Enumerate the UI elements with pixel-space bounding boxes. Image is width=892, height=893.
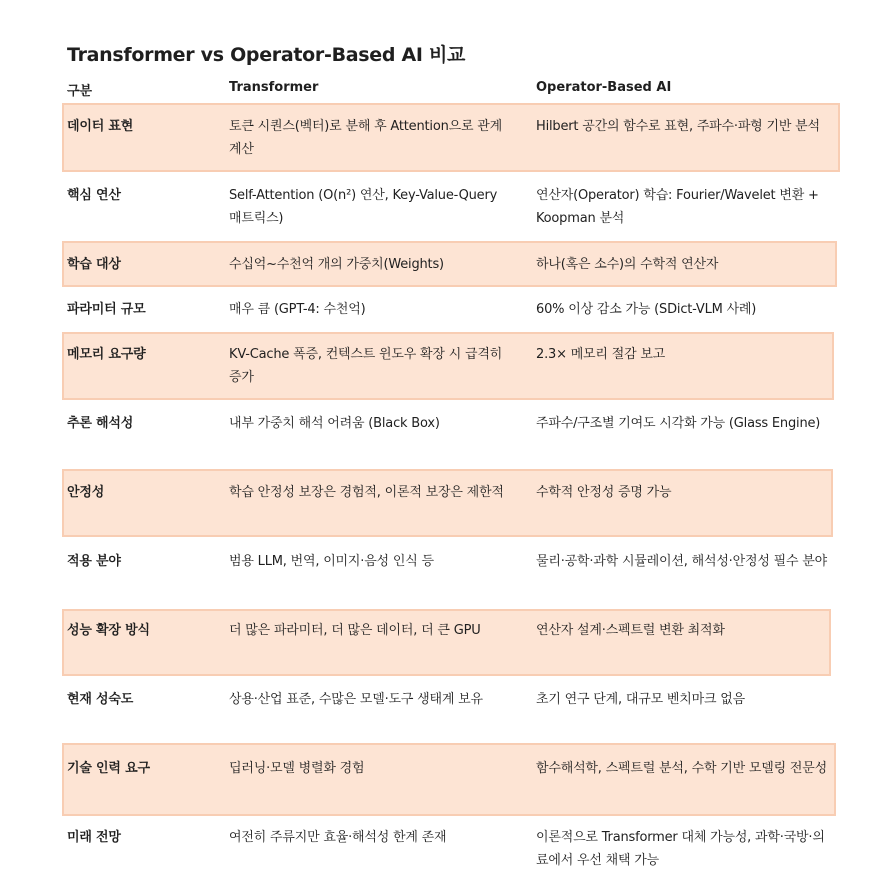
row-operator-value: Hilbert 공간의 함수로 표현, 주파수·파형 기반 분석 (536, 119, 820, 134)
row-operator-value: 수학적 안정성 증명 가능 (536, 485, 672, 500)
row-transformer-value: 여전히 주류지만 효율·해석성 한계 존재 (229, 830, 447, 845)
row-operator-value: 함수해석학, 스펙트럴 분석, 수학 기반 모델링 전문성 (536, 761, 827, 776)
table-header (0, 80, 892, 100)
row-category: 현재 성숙도 (67, 692, 134, 707)
row-transformer-value: 내부 가중치 해석 어려움 (Black Box) (229, 416, 440, 431)
row-category: 안정성 (67, 485, 105, 500)
row-category: 적용 분야 (67, 554, 121, 569)
row-operator-value: 주파수/구조별 기여도 시각화 가능 (Glass Engine) (536, 416, 821, 431)
page-title: Transformer vs Operator-Based AI 비교 (67, 44, 466, 66)
row-operator-value: 연산자(Operator) 학습: Fourier/Wavelet 변환 + Koopman 분석 (536, 188, 819, 226)
row-operator-value: 물리·공학·과학 시뮬레이션, 해석성·안정성 필수 분야 (536, 554, 827, 569)
row-transformer-value: 상용·산업 표준, 수많은 모델·도구 생태계 보유 (229, 692, 483, 707)
row-operator-value: 하나(혹은 소수)의 수학적 연산자 (536, 257, 719, 272)
row-category: 미래 전망 (67, 830, 121, 845)
row-category: 파라미터 규모 (67, 302, 146, 317)
row-category: 학습 대상 (67, 257, 121, 272)
row-transformer-value: 수십억~수천억 개의 가중치(Weights) (229, 257, 444, 272)
row-category: 성능 확장 방식 (67, 623, 150, 638)
row-category: 메모리 요구량 (67, 347, 146, 362)
row-transformer-value: 딥러닝·모델 병렬화 경험 (229, 761, 365, 776)
row-operator-value: 2.3× 메모리 절감 보고 (536, 347, 666, 362)
row-category: 추론 해석성 (67, 416, 134, 431)
row-category: 핵심 연산 (67, 188, 121, 203)
header-operator: Operator-Based AI (536, 80, 672, 95)
header-category: 구분 (67, 84, 93, 99)
header-transformer: Transformer (229, 80, 319, 95)
row-category: 데이터 표현 (67, 119, 134, 134)
row-transformer-value: 더 많은 파라미터, 더 많은 데이터, 더 큰 GPU (229, 623, 481, 638)
row-operator-value: 60% 이상 감소 가능 (SDict-VLM 사례) (536, 302, 757, 317)
row-operator-value: 연산자 설계·스펙트럴 변환 최적화 (536, 623, 725, 638)
row-transformer-value: 범용 LLM, 번역, 이미지·음성 인식 등 (229, 554, 434, 569)
row-category: 기술 인력 요구 (67, 761, 150, 776)
row-transformer-value: KV-Cache 폭증, 컨텍스트 윈도우 확장 시 급격히 증가 (229, 347, 503, 385)
row-transformer-value: 토큰 시퀀스(벡터)로 분해 후 Attention으로 관계 계산 (229, 119, 502, 157)
row-transformer-value: 매우 큼 (GPT-4: 수천억) (229, 302, 366, 317)
row-operator-value: 초기 연구 단계, 대규모 벤치마크 없음 (536, 692, 745, 707)
row-transformer-value: Self-Attention (O(n²) 연산, Key-Value-Query 매트릭스) (229, 188, 498, 226)
row-operator-value: 이론적으로 Transformer 대체 가능성, 과학·국방·의료에서 우선 채택 가능 (536, 830, 825, 868)
row-transformer-value: 학습 안정성 보장은 경험적, 이론적 보장은 제한적 (229, 485, 504, 500)
